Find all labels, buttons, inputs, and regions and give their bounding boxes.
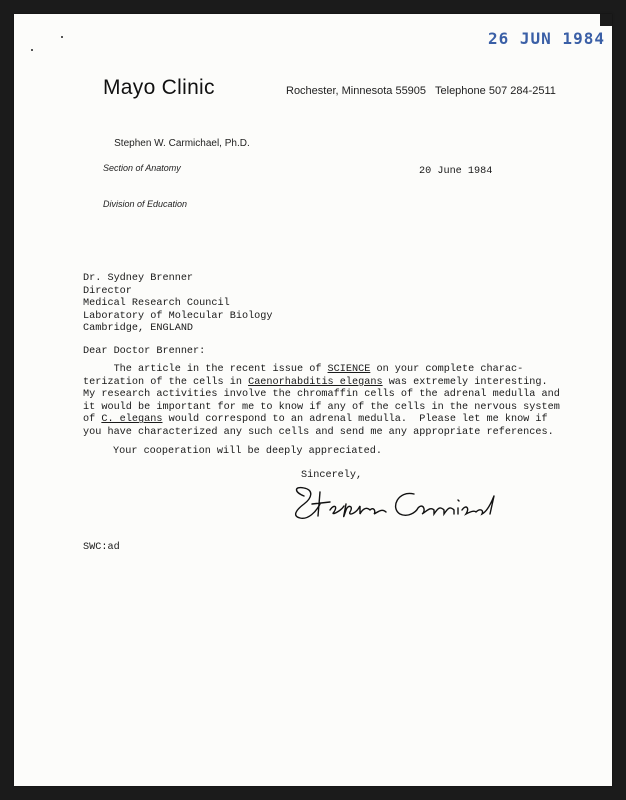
body-text: was extremely interesting. [382,376,548,388]
body-text: would correspond to an adrenal medulla. Please let me know if [162,414,548,426]
journal-title: SCIENCE [327,364,371,375]
sender-name: Stephen W. Carmichael, Ph.D. [114,138,250,149]
recipient-address [83,273,273,336]
body-text: on your complete charac- [370,364,524,375]
letter-date: 20 June 1984 [419,166,493,177]
body-text: terization of the cells in [83,376,249,388]
body-text: you have characterized any such cells and send me any appropriate references. [83,426,554,438]
letter-body [83,364,560,440]
received-date-stamp: 26 JUN 1984 [488,29,605,48]
species-name: Caenorhabditis elegans [248,376,383,388]
sender-division: Division of Education [103,199,188,209]
sender-block [103,126,250,234]
recipient-name: Dr. Sydney Brenner [83,273,194,284]
speck-mark [61,36,63,38]
sender-section: Section of Anatomy [103,163,181,173]
recipient-title: Director [83,285,132,297]
handwritten-signature [290,482,500,526]
recipient-lab: Laboratory of Molecular Biology [83,310,273,322]
typist-initials: SWC:ad [83,542,120,553]
salutation: Dear Doctor Brenner: [83,346,206,357]
body-text: My research activities involve the chromaffin cells of the adrenal medulla and [83,389,560,401]
letter-page [14,14,612,786]
letterhead-address: Rochester, Minnesota 55905 Telephone 507 284-2511 [286,85,556,97]
body-text: The article in the recent issue of [83,364,328,375]
species-abbrev: C. elegans [101,414,163,426]
cooperation-line: Your cooperation will be deeply appreciated. [113,446,382,457]
speck-mark [31,49,33,51]
recipient-city: Cambridge, ENGLAND [83,323,194,335]
body-text: of [83,414,102,426]
page-corner-tab [600,14,612,26]
recipient-org: Medical Research Council [83,298,230,310]
closing: Sincerely, [301,470,363,481]
body-text: it would be important for me to know if any of the cells in the nervous system [83,401,560,413]
letterhead-brand: Mayo Clinic [103,76,215,99]
